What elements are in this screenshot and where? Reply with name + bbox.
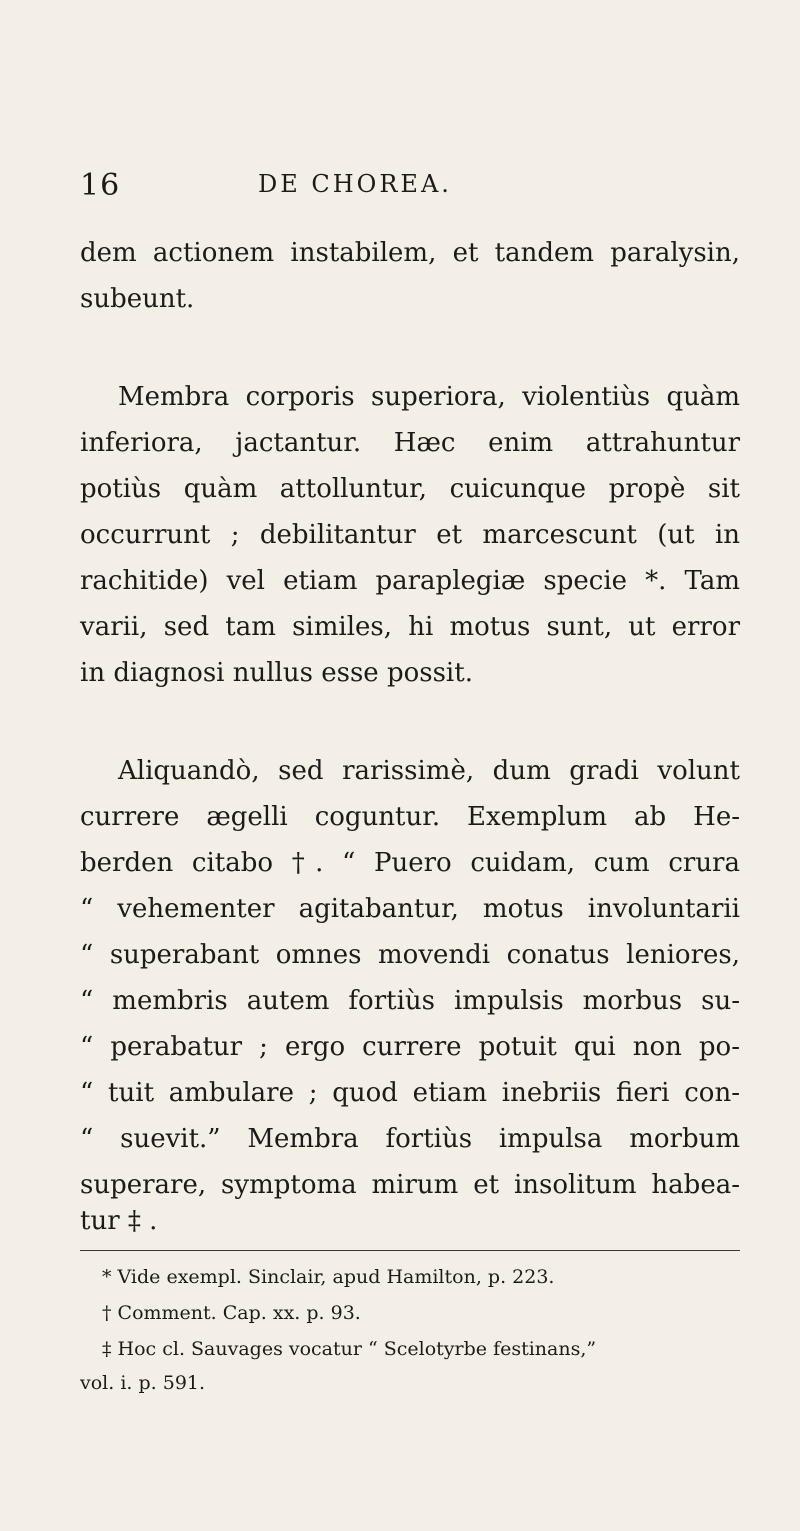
text-line: subeunt.: [80, 284, 195, 314]
text-line: “ suevit.” Membra fortiùs impulsa morbum: [80, 1124, 740, 1154]
footnote-2: † Comment. Cap. xx. p. 93.: [102, 1302, 361, 1324]
text-line: “ vehementer agitabantur, motus involuntarii: [80, 894, 740, 924]
footnote-3-cont: vol. i. p. 591.: [80, 1372, 206, 1394]
footnote-3: ‡ Hoc cl. Sauvages vocatur “ Scelotyrbe festinans,”: [102, 1338, 597, 1360]
text-line: potiùs quàm attolluntur, cuicunque propè sit: [80, 474, 740, 504]
text-line: “ tuit ambulare ; quod etiam inebriis fieri con-: [80, 1078, 740, 1108]
text-line: “ perabatur ; ergo currere potuit qui non po-: [80, 1032, 740, 1062]
text-line: inferiora, jactantur. Hæc enim attrahuntur: [80, 428, 740, 458]
text-line: Aliquandò, sed rarissimè, dum gradi volunt: [118, 756, 740, 786]
text-line: rachitide) vel etiam paraplegiæ specie *. Tam: [80, 566, 740, 596]
text-line: tur ‡ .: [80, 1206, 158, 1236]
running-title: DE CHOREA.: [258, 170, 452, 198]
page-number: 16: [80, 168, 121, 203]
text-line: occurrunt ; debilitantur et marcescunt (ut in: [80, 520, 740, 550]
text-line: “ superabant omnes movendi conatus leniores,: [80, 940, 740, 970]
text-line: Membra corporis superiora, violentiùs quàm: [118, 382, 740, 412]
footnote-rule: [80, 1250, 740, 1251]
text-line: dem actionem instabilem, et tandem paralysin,: [80, 238, 740, 268]
text-line: in diagnosi nullus esse possit.: [80, 658, 473, 688]
text-line: superare, symptoma mirum et insolitum habea-: [80, 1170, 740, 1200]
text-line: berden citabo †. “ Puero cuidam, cum crura: [80, 848, 740, 878]
text-line: varii, sed tam similes, hi motus sunt, ut error: [80, 612, 740, 642]
text-line: “ membris autem fortiùs impulsis morbus su-: [80, 986, 740, 1016]
text-line: currere ægelli coguntur. Exemplum ab He-: [80, 802, 740, 832]
footnote-1: * Vide exempl. Sinclair, apud Hamilton, p. 223.: [102, 1266, 555, 1288]
